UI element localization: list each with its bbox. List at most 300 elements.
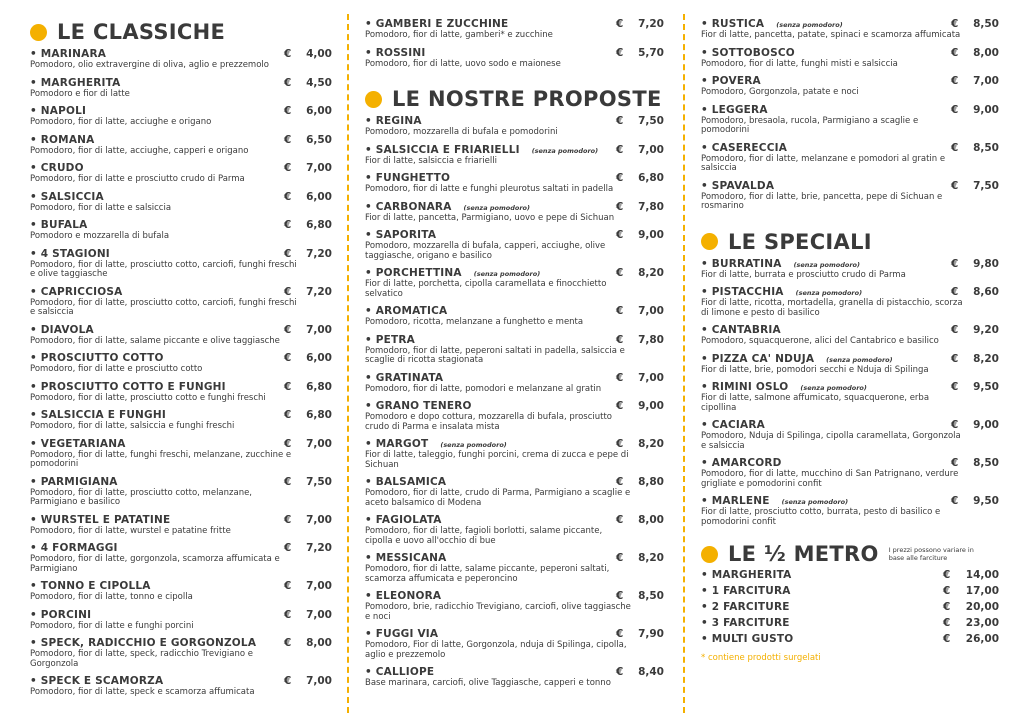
menu-item-name: • AROMATICA xyxy=(365,305,448,317)
menu-item-name: • MESSICANA xyxy=(365,552,447,564)
price-amount: 7,50 xyxy=(973,179,999,192)
menu-item-note: (senza pomodoro) xyxy=(473,270,541,278)
menu-item-name: • BURRATINA xyxy=(701,257,782,270)
price-amount: 6,80 xyxy=(306,409,332,421)
currency-symbol: € xyxy=(616,666,624,678)
menu-item-name: • SAPORITA xyxy=(365,229,437,241)
price-amount: 7,00 xyxy=(306,513,332,526)
menu-item-name: • RIMINI OSLO xyxy=(701,381,789,393)
menu-item-description: Pomodoro e dopo cottura, mozzarella di bufala, prosciutto crudo di Parma e insalata mista xyxy=(365,412,612,432)
menu-item-row xyxy=(30,476,332,489)
price-amount: 20,00 xyxy=(965,601,999,613)
menu-item xyxy=(30,324,332,347)
menu-item-row xyxy=(701,142,999,155)
menu-item-name: • PROSCIUTTO COTTO xyxy=(30,352,164,364)
menu-item-price xyxy=(284,191,332,203)
menu-item-description: Pomodoro, fior di latte, speck, radicchio Trevigiano e Gorgonzola xyxy=(30,649,253,669)
currency-symbol: € xyxy=(616,552,624,564)
menu-item-row xyxy=(701,353,999,366)
price-amount: 6,00 xyxy=(306,190,332,203)
menu-item-description: Pomodoro, fior di latte, prosciutto cotto, melanzane, Parmigiano e basilico xyxy=(30,487,253,507)
menu-item-description: Pomodoro, fior di latte, brie, pancetta, pepe di Sichuan e rosmarino xyxy=(701,191,943,211)
price-amount: 26,00 xyxy=(965,633,999,645)
menu-item-price xyxy=(284,637,332,649)
menu-item xyxy=(30,514,332,537)
currency-symbol: € xyxy=(284,219,292,231)
menu-item-name: • WURSTEL E PATATINE xyxy=(30,513,171,526)
menu-item-row xyxy=(365,144,664,157)
menu-item-price xyxy=(284,542,332,554)
menu-item-price xyxy=(951,457,999,469)
menu-item-price xyxy=(284,476,332,488)
menu-item-price xyxy=(284,105,332,117)
menu-item-name: • SPECK E SCAMORZA xyxy=(30,675,164,687)
menu-item xyxy=(30,352,332,375)
menu-item-price xyxy=(943,585,999,597)
menu-item-price xyxy=(616,334,664,346)
menu-item-price xyxy=(951,324,999,336)
menu-item-description: Pomodoro, fior di latte, gamberi* e zucchine xyxy=(365,30,553,40)
menu-item-description: Pomodoro, squacquerone, alici del Cantabrico e basilico xyxy=(701,336,939,346)
menu-item-name: • FAGIOLATA xyxy=(365,514,442,526)
section-title: LE SPECIALI xyxy=(728,229,872,254)
menu-item-description: Pomodoro, fior di latte, crudo di Parma, Parmigiano a scaglie e aceto balsamico di Modena xyxy=(365,488,631,508)
price-amount: 6,80 xyxy=(306,380,332,393)
menu-item xyxy=(30,134,332,157)
menu-item xyxy=(365,172,664,195)
menu-item-row xyxy=(701,47,999,60)
menu-item-price xyxy=(951,47,999,59)
menu-item-note: (senza pomodoro) xyxy=(440,441,507,449)
menu-item xyxy=(30,191,332,214)
menu-item-note: (senza pomodoro) xyxy=(776,21,843,29)
menu-item-note: (senza pomodoro) xyxy=(531,146,599,155)
menu-item xyxy=(30,48,332,71)
menu-item xyxy=(701,18,999,41)
menu-item-description: Pomodoro, fior di latte, melanzane e pomodori al gratin e salsiccia xyxy=(701,153,946,173)
menu-item-name: • FUGGI VIA xyxy=(365,628,439,640)
menu-item-description: Pomodoro, fior di latte e prosciutto cotto xyxy=(30,364,203,374)
currency-symbol: € xyxy=(616,115,624,127)
menu-item-name: • RUSTICA xyxy=(701,18,765,30)
currency-symbol: € xyxy=(951,352,959,365)
menu-item-price xyxy=(284,248,332,260)
metro-item xyxy=(701,601,999,617)
menu-item-price xyxy=(951,142,999,154)
price-amount: 9,00 xyxy=(638,229,664,241)
menu-item-name: • SPECK, RADICCHIO E GORGONZOLA xyxy=(30,637,257,649)
menu-item-note: (senza pomodoro) xyxy=(795,289,863,297)
menu-item-price xyxy=(284,409,332,421)
menu-item xyxy=(365,201,664,224)
menu-item xyxy=(30,675,332,698)
currency-symbol: € xyxy=(951,46,959,59)
currency-symbol: € xyxy=(616,628,624,640)
currency-symbol: € xyxy=(284,475,292,488)
menu-item-description: Pomodoro, bresaola, rucola, Parmigiano a scaglie e pomodorini xyxy=(701,115,919,135)
currency-symbol: € xyxy=(943,569,951,581)
menu-item-row xyxy=(30,514,332,527)
menu-item xyxy=(30,105,332,128)
menu-item xyxy=(365,628,664,660)
menu-item xyxy=(30,476,332,508)
currency-symbol: € xyxy=(284,542,292,554)
menu-item-description: Pomodoro, mozzarella di bufala e pomodorini xyxy=(365,127,558,137)
price-amount: 9,50 xyxy=(973,495,999,507)
price-amount: 8,50 xyxy=(973,141,999,154)
menu-item-price xyxy=(943,633,999,645)
menu-item-name: • MARGOT xyxy=(365,438,429,450)
price-amount: 7,00 xyxy=(306,323,332,336)
price-amount: 9,80 xyxy=(973,257,999,270)
menu-item-description: Pomodoro, brie, radicchio Trevigiano, carciofi, olive taggiasche e noci xyxy=(365,602,631,622)
menu-item-price xyxy=(284,580,332,592)
metro-item xyxy=(701,569,999,585)
price-amount: 6,80 xyxy=(306,219,332,231)
price-amount: 7,80 xyxy=(638,200,664,213)
menu-column-3 xyxy=(701,18,999,663)
price-amount: 8,00 xyxy=(638,514,664,526)
menu-item xyxy=(701,353,999,376)
menu-item-description: Pomodoro, fior di latte, fagioli borlotti, salame piccante, cipolla e uovo all'occhio di bue xyxy=(365,526,603,546)
price-amount: 7,50 xyxy=(638,115,664,127)
currency-symbol: € xyxy=(951,419,959,431)
menu-item-description: Fior di latte, salmone affumicato, squacquerone, erba cipollina xyxy=(701,393,930,413)
price-amount: 7,00 xyxy=(306,675,332,687)
section-title: LE CLASSICHE xyxy=(57,20,226,44)
menu-item xyxy=(30,542,332,574)
currency-symbol: € xyxy=(616,400,624,412)
menu-item-name: • SALSICCIA xyxy=(30,190,104,203)
price-amount: 6,00 xyxy=(306,352,332,364)
menu-item-name: • GAMBERI E ZUCCHINE xyxy=(365,18,509,30)
menu-item-name: • CASERECCIA xyxy=(701,141,788,154)
menu-item-name: • CAPRICCIOSA xyxy=(30,285,123,298)
menu-item xyxy=(365,552,664,584)
menu-item-description: Pomodoro, fior di latte, funghi misti e salsiccia xyxy=(701,58,898,69)
currency-symbol: € xyxy=(616,143,624,156)
currency-symbol: € xyxy=(951,257,959,270)
menu-item-price xyxy=(616,115,664,127)
menu-item-name: • PETRA xyxy=(365,333,416,346)
menu-item-price xyxy=(284,438,332,450)
menu-item-name: • 1 FARCITURA xyxy=(701,585,791,597)
menu-item-price xyxy=(951,353,999,365)
currency-symbol: € xyxy=(616,200,624,213)
menu-item-description: Fior di latte, porchetta, cipolla caramellata e finocchietto selvatico xyxy=(365,279,607,299)
price-amount: 7,00 xyxy=(638,371,664,384)
currency-symbol: € xyxy=(284,437,292,450)
menu-item xyxy=(365,372,664,395)
currency-symbol: € xyxy=(616,267,624,279)
menu-item xyxy=(365,514,664,546)
menu-item-name: • PARMIGIANA xyxy=(30,475,118,488)
menu-item-price xyxy=(951,495,999,507)
menu-item-description: Fior di latte, taleggio, funghi porcini, crema di zucca e pepe di Sichuan xyxy=(365,450,629,470)
price-amount: 8,80 xyxy=(638,476,664,488)
price-amount: 7,20 xyxy=(638,18,664,30)
menu-item-price xyxy=(616,144,664,156)
menu-item xyxy=(365,476,664,508)
menu-item-description: Fior di latte, pancetta, patate, spinaci e scamorza affumicata xyxy=(701,30,961,40)
menu-item-name: • CARBONARA xyxy=(365,200,452,213)
menu-item-name: • PORCINI xyxy=(30,608,92,621)
currency-symbol: € xyxy=(943,617,951,629)
bullet-dot-icon xyxy=(701,546,718,563)
price-amount: 4,50 xyxy=(306,76,332,89)
menu-item xyxy=(365,144,664,167)
currency-symbol: € xyxy=(951,324,959,336)
menu-item-name: • 3 FARCITURE xyxy=(701,617,790,629)
menu-item xyxy=(365,115,664,138)
menu-item-description: Pomodoro, fior di latte e prosciutto crudo di Parma xyxy=(30,174,245,184)
menu-item-description: Pomodoro, fior di latte, gorgonzola, scamorza affumicata e Parmigiano xyxy=(30,554,280,574)
menu-item-name: • PORCHETTINA xyxy=(365,267,462,279)
menu-item-row xyxy=(30,248,332,261)
menu-column-1 xyxy=(30,18,332,704)
menu-item xyxy=(30,162,332,185)
section-header xyxy=(30,18,332,46)
menu-item-name: • POVERA xyxy=(701,75,761,87)
menu-item-description: Pomodoro e fior di latte xyxy=(30,88,130,99)
currency-symbol: € xyxy=(951,457,959,469)
metro-item xyxy=(701,585,999,601)
price-amount: 9,20 xyxy=(973,324,999,336)
menu-item xyxy=(365,267,664,299)
menu-item-price xyxy=(284,352,332,364)
price-amount: 8,50 xyxy=(973,18,999,30)
menu-item-price xyxy=(616,438,664,450)
currency-symbol: € xyxy=(616,229,624,241)
menu-item-name: • ROSSINI xyxy=(365,46,426,59)
menu-item xyxy=(30,609,332,632)
menu-item-name: • 2 FARCITURE xyxy=(701,601,790,613)
menu-item-price xyxy=(616,400,664,412)
menu-item-price xyxy=(284,675,332,687)
column-divider-1 xyxy=(347,14,349,713)
price-amount: 7,00 xyxy=(306,608,332,621)
currency-symbol: € xyxy=(616,305,624,317)
price-amount: 8,20 xyxy=(973,352,999,365)
currency-symbol: € xyxy=(284,48,292,60)
menu-item xyxy=(30,248,332,280)
menu-item-note: (senza pomodoro) xyxy=(793,260,860,269)
menu-item-description: Pomodoro, fior di latte, salame piccante e olive taggiasche xyxy=(30,335,280,346)
menu-item xyxy=(701,180,999,212)
currency-symbol: € xyxy=(951,75,959,87)
price-amount: 7,00 xyxy=(638,143,664,156)
price-amount: 7,00 xyxy=(973,75,999,87)
menu-item-row xyxy=(30,438,332,451)
currency-symbol: € xyxy=(951,18,959,30)
currency-symbol: € xyxy=(284,608,292,621)
menu-item-name: • LEGGERA xyxy=(701,103,768,116)
price-amount: 7,00 xyxy=(306,437,332,450)
menu-item-price xyxy=(616,305,664,317)
currency-symbol: € xyxy=(284,162,292,174)
price-amount: 17,00 xyxy=(965,585,999,597)
menu-item-price xyxy=(284,514,332,526)
menu-item-price xyxy=(951,381,999,393)
price-amount: 5,70 xyxy=(638,46,664,59)
menu-column-2 xyxy=(365,18,664,695)
price-amount: 6,00 xyxy=(306,105,332,117)
menu-item-description: Pomodoro, fior di latte, prosciutto cotto e funghi freschi xyxy=(30,392,266,403)
menu-item-name: • SPAVALDA xyxy=(701,179,775,192)
menu-item-price xyxy=(616,590,664,602)
currency-symbol: € xyxy=(284,637,292,649)
menu-item-description: Fior di latte, salsiccia e friarielli xyxy=(365,155,497,166)
price-amount: 23,00 xyxy=(965,617,999,629)
currency-symbol: € xyxy=(616,590,624,602)
column-divider-2 xyxy=(683,14,685,713)
menu-item-description: Pomodoro, fior di latte, funghi freschi, melanzane, zucchine e pomodorini xyxy=(30,449,292,469)
menu-item-note: (senza pomodoro) xyxy=(463,203,530,212)
menu-item-price xyxy=(616,229,664,241)
menu-item-name: • GRANO TENERO xyxy=(365,400,472,412)
currency-symbol: € xyxy=(951,381,959,393)
menu-item-row xyxy=(365,47,664,60)
price-amount: 4,00 xyxy=(306,48,332,60)
menu-item-price xyxy=(616,201,664,213)
menu-item xyxy=(30,438,332,470)
menu-item-name: • MARLENE xyxy=(701,495,770,507)
menu-item-price xyxy=(284,162,332,174)
price-amount: 9,50 xyxy=(973,381,999,393)
section-title: LE NOSTRE PROPOSTE xyxy=(392,87,662,111)
menu-item xyxy=(365,18,664,41)
menu-item-description: Pomodoro, fior di latte, peperoni saltati in padella, salsiccia e scaglie di ricotta stagionata xyxy=(365,345,625,365)
currency-symbol: € xyxy=(943,601,951,613)
menu-item-price xyxy=(616,267,664,279)
price-amount: 7,20 xyxy=(306,542,332,554)
menu-item-description: Pomodoro, Gorgonzola, patate e noci xyxy=(701,87,859,97)
menu-item xyxy=(701,457,999,489)
menu-item-description: Pomodoro, fior di latte, pomodori e melanzane al gratin xyxy=(365,383,602,394)
menu-item-price xyxy=(616,666,664,678)
menu-item-name: • NAPOLI xyxy=(30,105,87,117)
menu-item-name: • CACIARA xyxy=(701,419,765,431)
menu-item-name: • BUFALA xyxy=(30,219,88,231)
menu-item xyxy=(30,381,332,404)
currency-symbol: € xyxy=(943,585,951,597)
menu-item xyxy=(701,142,999,174)
menu-item-row xyxy=(30,381,332,394)
bullet-dot-icon xyxy=(365,91,382,108)
price-amount: 6,80 xyxy=(638,172,664,184)
menu-item-row xyxy=(30,77,332,90)
menu-item-name: • 4 STAGIONI xyxy=(30,247,110,260)
price-amount: 7,50 xyxy=(306,475,332,488)
menu-item-price xyxy=(951,258,999,270)
menu-item-row xyxy=(365,201,664,214)
menu-item-description: Pomodoro, fior di latte, wurstel e patatine fritte xyxy=(30,525,231,536)
menu-item-name: • CRUDO xyxy=(30,162,84,174)
price-amount: 8,50 xyxy=(638,590,664,602)
section-header xyxy=(701,228,999,256)
section-header xyxy=(365,85,664,113)
menu-item-name: • MARGHERITA xyxy=(30,76,121,89)
menu-item-name: • PISTACCHIA xyxy=(701,286,784,298)
menu-item-name: • BALSAMICA xyxy=(365,476,447,488)
menu-item-description: Fior di latte, ricotta, mortadella, granella di pistacchio, scorza di limone e pesto di basilico xyxy=(701,298,963,318)
currency-symbol: € xyxy=(284,285,292,298)
currency-symbol: € xyxy=(616,46,624,59)
currency-symbol: € xyxy=(284,352,292,364)
menu-item-price xyxy=(284,219,332,231)
menu-item-name: • 4 FORMAGGI xyxy=(30,542,118,554)
menu-item xyxy=(30,219,332,242)
currency-symbol: € xyxy=(284,409,292,421)
menu-item-name: • PIZZA CA' NDUJA xyxy=(701,352,815,365)
menu-item xyxy=(365,666,664,689)
currency-symbol: € xyxy=(616,333,624,346)
menu-item-name: • CANTABRIA xyxy=(701,324,781,336)
menu-item xyxy=(30,637,332,669)
menu-item-description: Pomodoro, fior di latte, prosciutto cotto, carciofi, funghi freschi e olive taggiasche xyxy=(30,259,297,279)
price-amount: 14,00 xyxy=(965,569,999,581)
menu-item-name: • REGINA xyxy=(365,115,422,127)
menu-item-description: Pomodoro, fior di latte, salame piccante, peperoni saltati, scamorza affumicata e peperoncino xyxy=(365,564,610,584)
menu-item-name: • ROMANA xyxy=(30,133,95,146)
menu-item-row xyxy=(30,286,332,299)
menu-item-price xyxy=(943,617,999,629)
menu-item-name: • AMARCORD xyxy=(701,457,782,469)
menu-item-price xyxy=(616,476,664,488)
metro-item xyxy=(701,633,999,649)
menu-item xyxy=(365,305,664,328)
price-amount: 7,20 xyxy=(306,285,332,298)
currency-symbol: € xyxy=(943,633,951,645)
menu-item xyxy=(365,438,664,470)
menu-item-row xyxy=(701,180,999,193)
menu-item-note: (senza pomodoro) xyxy=(800,384,867,392)
menu-item xyxy=(701,47,999,70)
menu-item-row xyxy=(30,134,332,147)
currency-symbol: € xyxy=(284,133,292,146)
menu-item-price xyxy=(943,601,999,613)
menu-item xyxy=(30,77,332,100)
section-title: LE ½ METRO xyxy=(728,542,879,566)
menu-item-price xyxy=(616,628,664,640)
menu-item xyxy=(701,381,999,413)
menu-item-description: Pomodoro, fior di latte e funghi pleurotus saltati in padella xyxy=(365,184,614,194)
menu-item-description: Fior di latte, burrata e prosciutto crudo di Parma xyxy=(701,269,906,280)
price-amount: 7,00 xyxy=(306,580,332,592)
menu-item-row xyxy=(30,609,332,622)
menu-item-price xyxy=(616,47,664,59)
menu-item-name: • TONNO E CIPOLLA xyxy=(30,580,151,592)
price-amount: 7,90 xyxy=(638,628,664,640)
menu-item-price xyxy=(284,77,332,89)
menu-item-row xyxy=(30,324,332,337)
menu-item-name: • CALLIOPE xyxy=(365,666,435,678)
menu-item-name: • DIAVOLA xyxy=(30,323,94,336)
menu-item-price xyxy=(951,18,999,30)
currency-symbol: € xyxy=(951,286,959,298)
price-amount: 7,80 xyxy=(638,333,664,346)
menu-item-name: • MARGHERITA xyxy=(701,569,792,581)
currency-symbol: € xyxy=(284,513,292,526)
price-amount: 8,20 xyxy=(638,438,664,450)
currency-symbol: € xyxy=(284,247,292,260)
price-amount: 8,00 xyxy=(973,46,999,59)
menu-item-description: Pomodoro, mozzarella di bufala, capperi, acciughe, olive taggiasche, origano e basilico xyxy=(365,241,606,261)
frozen-products-footnote: * contiene prodotti surgelati xyxy=(701,653,821,663)
menu-item xyxy=(30,286,332,318)
menu-item-name: • MULTI GUSTO xyxy=(701,633,794,645)
menu-item-description: Pomodoro, fior di latte, prosciutto cotto, carciofi, funghi freschi e salsiccia xyxy=(30,297,297,317)
